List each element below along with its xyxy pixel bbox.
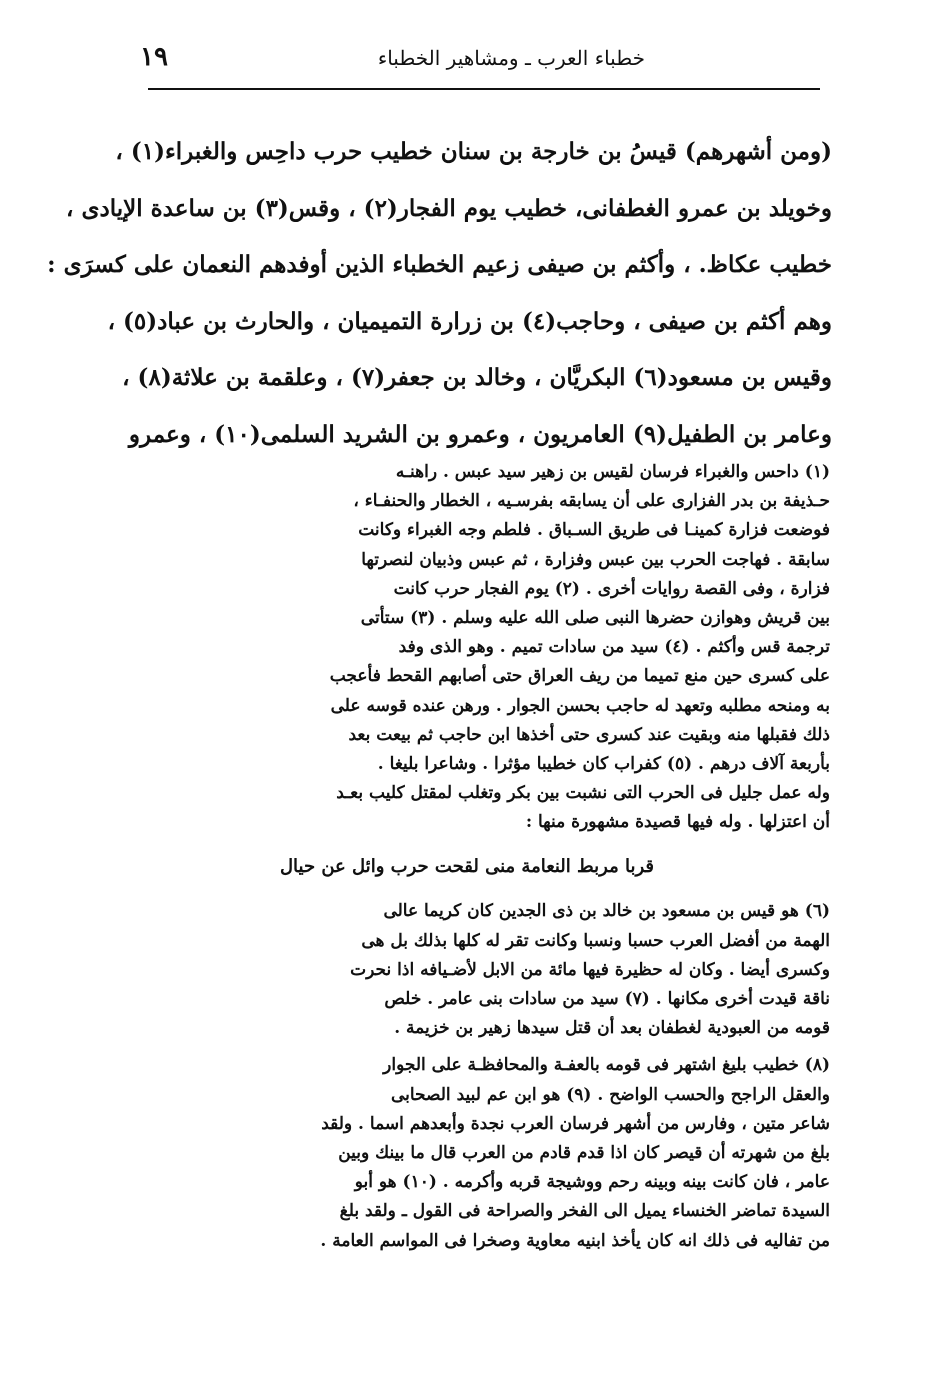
footnote-line: بأربعة آلاف درهم . (٥) كفراب كان خطيبا مؤثرا . وشاعرا بليغا . (377, 753, 830, 774)
footnote-line: أن اعتزلها . وله فيها قصيدة مشهورة منها : (525, 812, 830, 833)
main-line: (ومن أشهرهم) قيسُ بن خارجة بن سنان خطيب حرب داحِس والغبراء(١) ، (115, 138, 832, 165)
footnote-line: شاعر متين ، وفارس من أشهر فرسان العرب نجدة وأبعدهم اسما . ولقد (321, 1113, 830, 1134)
footnote-line: ناقة قيدت أخرى مكانها . (٧) سيد من سادات بنى عامر . خلص (384, 989, 830, 1009)
footnote-line: قومه من العبودية لغطفان بعد أن قتل سيدها زهير بن خزيمة . (394, 1018, 830, 1039)
running-title: خطباء العرب ـ ومشاهير الخطباء (377, 46, 645, 70)
footnote-line: (١) داحس والغبراء فرسان لقيس بن زهير سيد عبس . راهنـه (395, 462, 830, 482)
main-line: وهم أكثم بن صيفى ، وحاجب(٤) بن زرارة التميميان ، والحارث بن عباد(٥) ، (107, 307, 832, 335)
poetry-verse: قربا مربط النعامة منى لقحت حرب وائل عن حيال (279, 856, 655, 878)
footnote-line: فوضعت فزارة كمينـا فى طريق السـباق . فلطم وجه الغبراء وكانت (358, 520, 830, 541)
footnote-line: (٨) خطيب بليغ اشتهر فى قومه بالعفـة والمحافظـة على الجوار (383, 1055, 830, 1076)
main-line: وقيس بن مسعود(٦) البكريَّان ، وخالد بن جعفر(٧) ، وعلقمة بن علاثة(٨) ، (122, 364, 832, 391)
footnote-line: سابقة . فهاجت الحرب بين عبس وفزارة ، ثم عبس وذبيان لنصرتها (361, 549, 830, 570)
header-rule (148, 88, 820, 90)
footnote-line: وكسرى أيضا . وكان له حظيرة فيها مائة من الابل لأضـيافه اذا نحرت (350, 959, 830, 980)
footnote-line: بلغ من شهرته أن قيصر كان اذا قدم قادم من العرب قال ما بينك وبين (338, 1142, 830, 1163)
footnote-line: الهمة من أفضل العرب حسبا ونسبا وكانت تقر له كلها بذلك بل هى (361, 930, 830, 951)
page-header (140, 40, 820, 84)
page-number: ١٩ (140, 42, 168, 72)
footnote-line: به ومنحه مطلبه وتعهد له حاجب بحسن الجوار . ورهن عنده قوسه على (330, 695, 830, 716)
footnote-line: السيدة تماضر الخنساء يميل الى الفخر والصراحة فى القول ـ ولقد بلغ (339, 1201, 830, 1222)
paragraph-gap (104, 1043, 830, 1051)
footnote-line: على كسرى حين منع تميما من ريف العراق حتى أصابهم القحط فأعجب (329, 666, 830, 687)
footnote-line: بين قريش وهوازن حضرها النبى صلى الله عليه وسلم . (٣) ستأتى (360, 607, 830, 628)
main-line: وعامر بن الطفيل(٩) العامريون ، وعمرو بن الشريد السلمى(١٠) ، وعمرو (128, 420, 832, 448)
main-line: وخويلد بن عمرو الغطفانى، خطيب يوم الفجار(٢) ، وقس(٣) بن ساعدة الإيادى ، (66, 194, 832, 222)
footnote-line: عامر ، فان كانت بينه وبينه رحم ووشيجة قربه وأكرمه . (١٠) هو أبو (354, 1172, 830, 1193)
main-text (47, 124, 832, 463)
footnote-line: من تفاليه فى ذلك انه كان يأخذ ابنيه معاوية وصخرا فى المواسم العامة . (320, 1230, 830, 1251)
footnote-line: والعقل الراجح والحسب الواضح . (٩) هو ابن عم لبيد الصحابى (390, 1084, 830, 1105)
main-line: خطيب عكاظ. ، وأكثم بن صيفى زعيم الخطباء الذين أوفدهم النعمان على كسرَى : (47, 251, 832, 278)
footnote-line: (٦) هو قيس بن مسعود بن خالد بن ذى الجدين كان كريما عالى (383, 901, 830, 922)
footnote-line: فزارة ، وفى القصة روايات أخرى . (٢) يوم الفجار حرب كانت (393, 578, 830, 599)
footnote-line: ذلك فقبلها منه وبقيت عند كسرى حتى أخذها ابن حاجب ثم بيعت بعد (348, 724, 830, 745)
footnote-line: حـذيفة بن بدر الفزارى على أن يسابقه بفرسـيه ، الخطار والحنفـاء ، (353, 491, 830, 512)
footnotes (104, 458, 830, 1256)
footnote-line: وله عمل جليل فى الحرب التى نشبت بين بكر وتغلب لمقتل كليب بعـد (336, 783, 830, 804)
footnote-line: ترجمة قس وأكثم . (٤) سيد من سادات تميم . وهو الذى وفد (398, 637, 830, 658)
